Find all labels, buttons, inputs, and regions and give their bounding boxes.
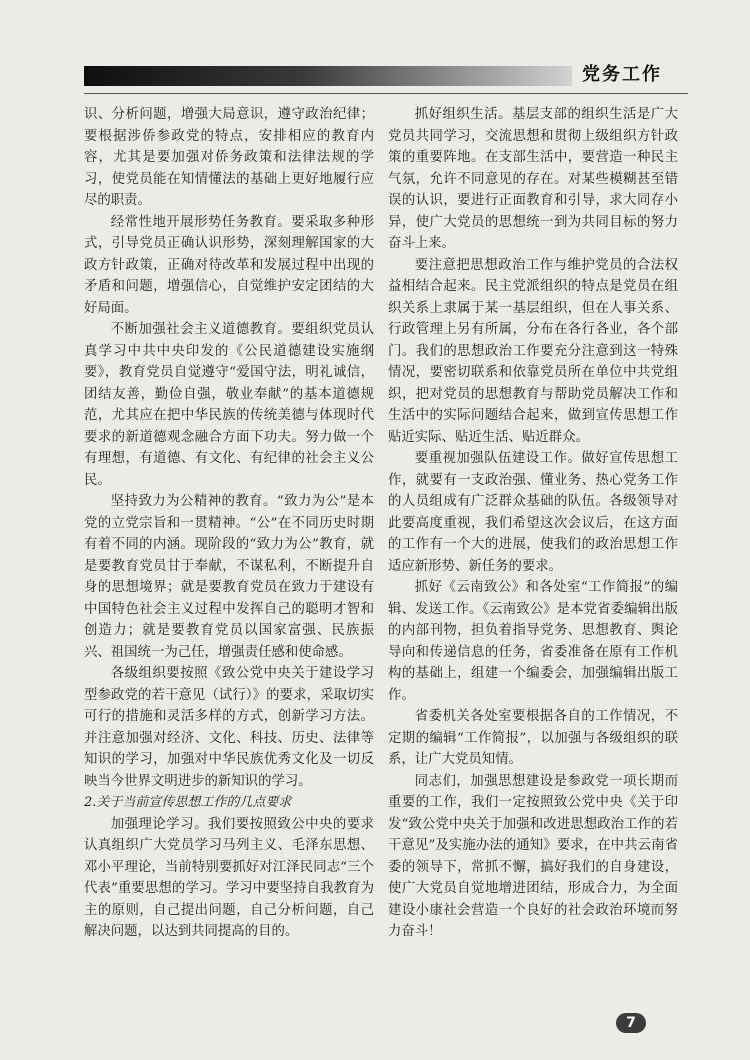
paragraph: 省委机关各处室要根据各自的工作情况，不定期的编辑“工作简报”，以加强与各级组织的联系，让广大党员知情。: [388, 709, 678, 767]
paragraph: 经常性地开展形势任务教育。要采取多种形式，引导党员正确认识形势，深刻理解国家的大政方针政策，正确对待改革和发展过程中出现的矛盾和问题，增强信心，自觉维护安定团结的大好局面。: [84, 214, 374, 316]
paragraph: 加强理论学习。我们要按照致公中央的要求认真组织广大党员学习马列主义、毛泽东思想、邓小平理论，当前特别要抓好对江泽民同志“三个代表”重要思想的学习。学习中要坚持自我教育为主的原则，自己提出问题，自己分析问题，自己解决问题，以达到共同提高的目的。: [84, 816, 374, 939]
paragraph: 要重视加强队伍建设工作。做好宣传思想工作，就要有一支政治强、懂业务、热心党务工作的人员组成有广泛群众基础的队伍。各级领导对此要高度重视，我们希望这次会议后，在这方面的工作有一个大的进展，使我们的政治思想工作适应新形势、新任务的要求。: [388, 451, 678, 574]
header-gradient-bar: [84, 66, 572, 86]
paragraph: 同志们，加强思想建设是参政党一项长期而重要的工作，我们一定按照致公党中央《关于印发“致公党中央关于加强和改进思想政治工作的若干意见”及实施办法的通知》要求，在中共云南省委的领导下，常抓不懈，搞好我们的自身建设，使广大党员自觉地增进团结，形成合力，为全面建设小康社会营造一个良好的社会政治环境而努力奋斗！: [388, 773, 678, 939]
header-divider: [84, 93, 688, 94]
paragraph: 抓好《云南致公》和各处室“工作简报”的编辑、发送工作。《云南致公》是本党省委编辑出版的内部刊物，担负着指导党务、思想教育、舆论导向和传递信息的任务，省委准备在原有工作机构的基础上，组建一个编委会，加强编辑出版工作。: [388, 580, 678, 703]
paragraph: 要注意把思想政治工作与维护党员的合法权益相结合起来。民主党派组织的特点是党员在组织关系上隶属于某一基层组织，但在人事关系、行政管理上另有所属，分布在各行各业，各个部门。我们的思想政治工作要充分注意到这一特殊情况，要密切联系和依靠党员所在单位中共党组织，把对党员的思想教育与帮助党员解决工作和生活中的实际问题结合起来，做到宣传思想工作贴近实际、贴近生活、贴近群众。: [388, 257, 678, 445]
page-number-badge: 7: [616, 1013, 646, 1033]
right-column: [388, 104, 678, 943]
paragraph: 各级组织要按照《致公党中央关于建设学习型参政党的若干意见（试行）》的要求，采取切实可行的措施和灵活多样的方式，创新学习方法。并注意加强对经济、文化、科技、历史、法律等知识的学习，加强对中华民族优秀文化及一切反映当今世界文明进步的新知识的学习。: [84, 666, 374, 789]
paragraph: 坚持致力为公精神的教育。“致力为公”是本党的立党宗旨和一贯精神。“公”在不同历史时期有着不同的内涵。现阶段的“致力为公”教育，就是要教育党员甘于奉献，不谋私利，不断提升自身的思想境界；就是要教育党员在致力于建设有中国特色社会主义过程中发挥自己的聪明才智和创造力；就是要教育党员以国家富强、民族振兴、祖国统一为己任，增强责任感和使命感。: [84, 494, 374, 660]
paragraph: 抓好组织生活。基层支部的组织生活是广大党员共同学习，交流思想和贯彻上级组织方针政策的重要阵地。在支部生活中，要营造一种民主气氛，允许不同意见的存在。对某些模糊甚至错误的认识，要进行正面教育和引导，求大同存小异，使广大党员的思想统一到为共同目标的努力奋斗上来。: [388, 107, 678, 251]
section-title: 党务工作: [582, 64, 662, 85]
paragraph: 识、分析问题，增强大局意识，遵守政治纪律；要根据涉侨参政党的特点，安排相应的教育内容，尤其是要加强对侨务政策和法律法规的学习，使党员能在知情懂法的基础上更好地履行应尽的职责。: [84, 107, 374, 208]
paragraph: 不断加强社会主义道德教育。要组织党员认真学习中共中央印发的《公民道德建设实施纲要》，教育党员自觉遵守“爱国守法，明礼诚信，团结友善，勤俭自强，敬业奉献”的基本道德规范，尤其应在把中华民族的传统美德与体现时代要求的新道德观念融合方面下功夫。努力做一个有理想，有道德、有文化、有纪律的社会主义公民。: [84, 322, 374, 488]
left-column: [84, 104, 374, 943]
subsection-heading: 2.关于当前宣传思想工作的几点要求: [84, 795, 292, 810]
